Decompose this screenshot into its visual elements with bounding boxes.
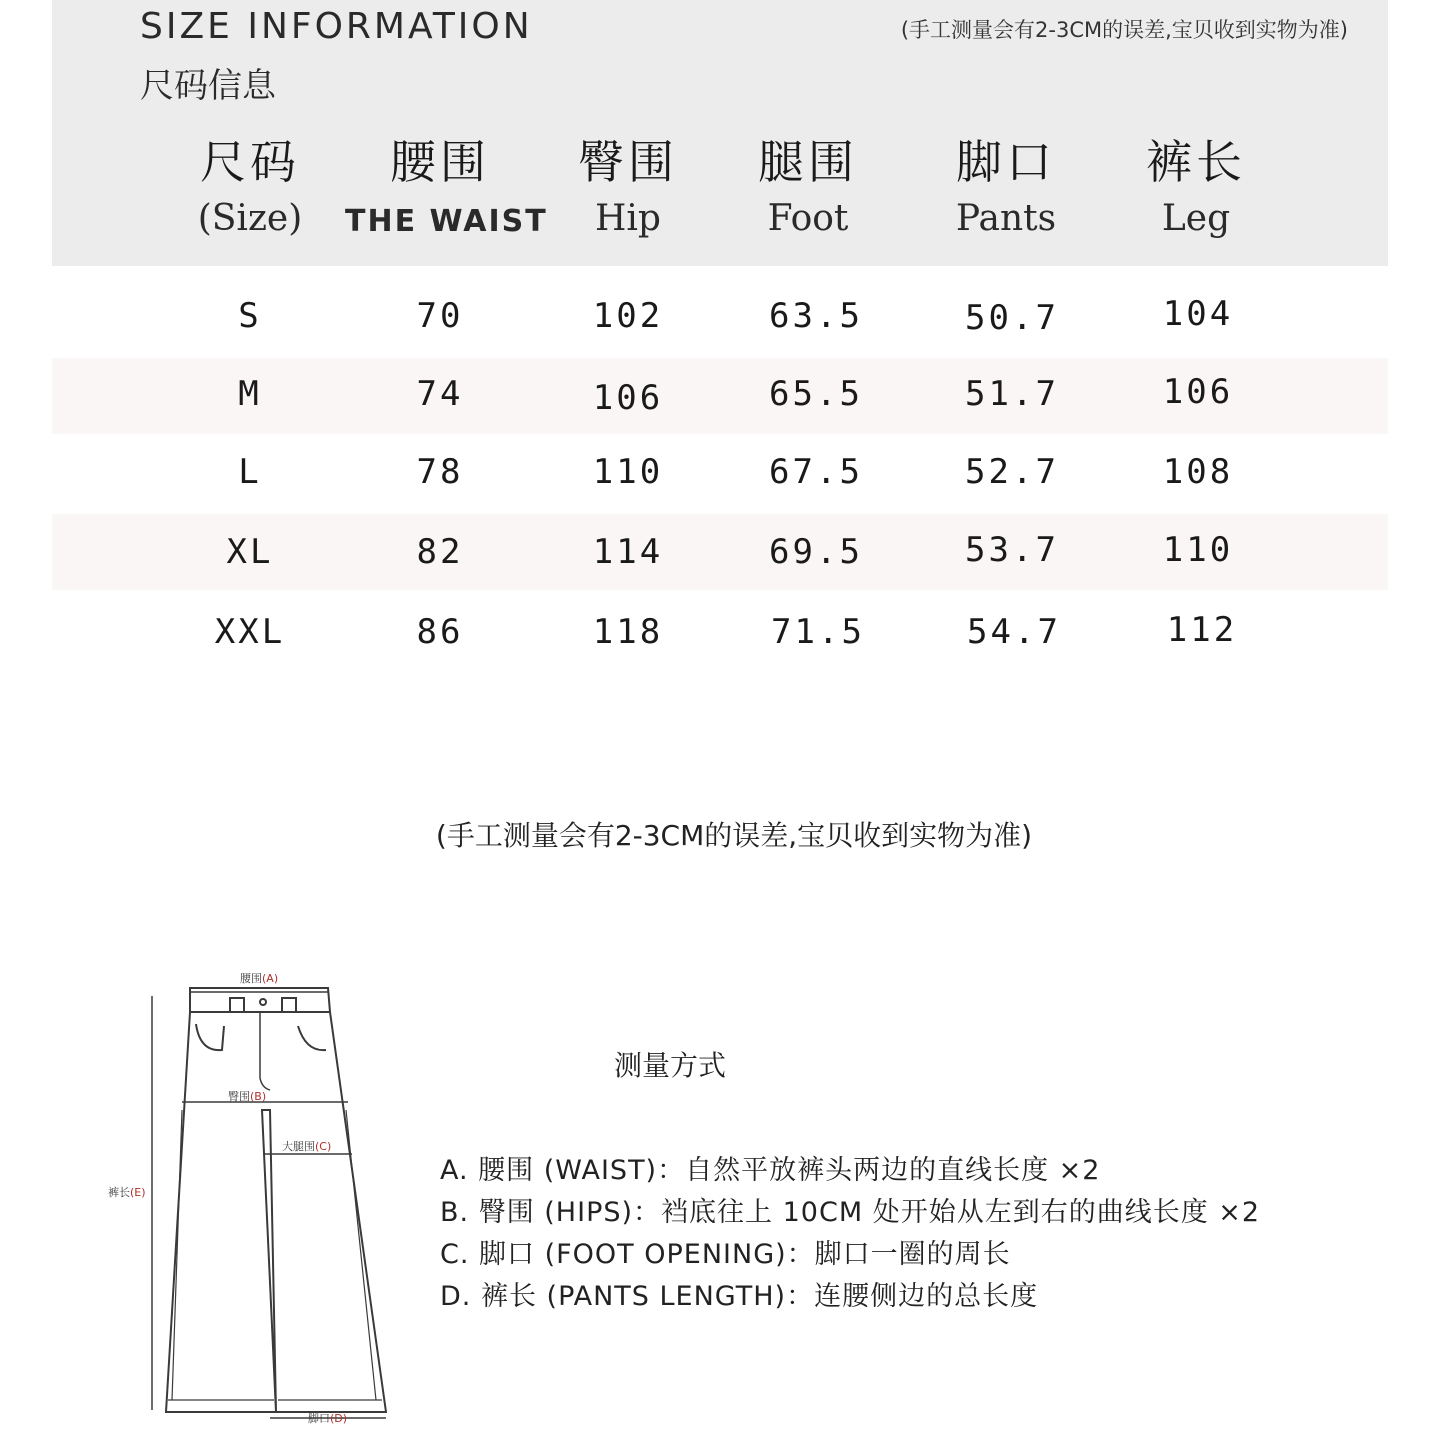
measurement-error-note-center: (手工测量会有2-3CM的误差,宝贝收到实物为准)	[435, 819, 1033, 852]
cell-size: S	[238, 296, 262, 336]
cell-length: 106	[1162, 372, 1234, 412]
measurement-error-note: (手工测量会有2-3CM的误差,宝贝收到实物为准)	[900, 18, 1348, 42]
belt-loop	[282, 998, 296, 1012]
cell-leg-opening: 54.7	[967, 612, 1061, 652]
cell-waist: 78	[416, 452, 464, 492]
cell-thigh: 71.5	[771, 612, 865, 652]
diagram-label-a: 腰围(A)	[240, 972, 279, 985]
page-title-cn: 尺码信息	[140, 66, 276, 106]
cell-length: 112	[1166, 610, 1238, 650]
diagram-label-b: 臀围(B)	[228, 1090, 267, 1103]
measurement-line-foot-opening: C. 脚口 (FOOT OPENING)：脚口一圈的周长	[440, 1239, 1011, 1270]
column-header-length-en: Leg	[1161, 198, 1231, 239]
column-header-thigh-cn: 腿围	[758, 135, 858, 189]
cell-hip: 118	[592, 612, 664, 652]
cell-length: 104	[1162, 294, 1234, 334]
column-header-length-cn: 裤长	[1146, 135, 1246, 189]
cell-waist: 70	[416, 296, 464, 336]
page-title-en: SIZE INFORMATION	[140, 6, 533, 47]
column-header-size-cn: 尺码	[200, 135, 300, 189]
cell-waist: 82	[416, 532, 464, 572]
cell-hip: 110	[592, 452, 664, 492]
cell-waist: 86	[416, 612, 464, 652]
left-pocket	[196, 1024, 224, 1050]
measurement-method-title: 测量方式	[614, 1049, 727, 1082]
measurement-line-pants-length: D. 裤长 (PANTS LENGTH)：连腰侧边的总长度	[440, 1281, 1039, 1312]
measurement-line-waist: A. 腰围 (WAIST)：自然平放裤头两边的直线长度 ×2	[440, 1155, 1101, 1186]
column-header-thigh-en: Foot	[767, 198, 849, 239]
column-header-hip-cn: 臀围	[578, 135, 678, 189]
diagram-label-c: 大腿围(C)	[282, 1140, 332, 1153]
column-header-size-en: (Size)	[197, 198, 303, 239]
column-header-waist-en: THE WAIST	[345, 204, 548, 239]
cell-length: 108	[1162, 452, 1234, 492]
cell-leg-opening: 52.7	[965, 452, 1059, 492]
measurement-line-hips: B. 臀围 (HIPS)：裆底往上 10CM 处开始从左到右的曲线长度 ×2	[440, 1197, 1261, 1228]
cell-hip: 114	[592, 532, 664, 572]
cell-size: L	[238, 452, 262, 492]
cell-size: XXL	[214, 612, 286, 652]
cell-leg-opening: 50.7	[965, 298, 1059, 338]
cell-thigh: 69.5	[769, 532, 863, 572]
diagram-label-d: 脚口(D)	[308, 1412, 348, 1425]
button-icon	[260, 999, 266, 1005]
column-header-hip-en: Hip	[595, 198, 661, 239]
right-pocket	[298, 1026, 326, 1050]
cell-thigh: 65.5	[769, 374, 863, 414]
cell-size: XL	[226, 532, 274, 572]
cell-hip: 102	[592, 296, 664, 336]
column-header-leg-opening-cn: 脚口	[956, 135, 1056, 189]
cell-thigh: 67.5	[769, 452, 863, 492]
cell-leg-opening: 53.7	[965, 530, 1059, 570]
column-header-waist-cn: 腰围	[390, 135, 490, 189]
cell-length: 110	[1162, 530, 1234, 570]
cell-thigh: 63.5	[769, 296, 863, 336]
diagram-label-e: 裤长(E)	[108, 1186, 146, 1199]
belt-loop	[230, 998, 244, 1012]
cell-waist: 74	[416, 374, 464, 414]
pants-outline	[166, 1012, 386, 1412]
fly-stitch	[260, 1012, 270, 1090]
cell-hip: 106	[592, 378, 664, 418]
cell-leg-opening: 51.7	[965, 374, 1059, 414]
pants-diagram	[100, 960, 390, 1430]
cell-size: M	[238, 374, 262, 414]
column-header-leg-opening-en: Pants	[955, 198, 1057, 239]
left-seam	[172, 1110, 182, 1400]
